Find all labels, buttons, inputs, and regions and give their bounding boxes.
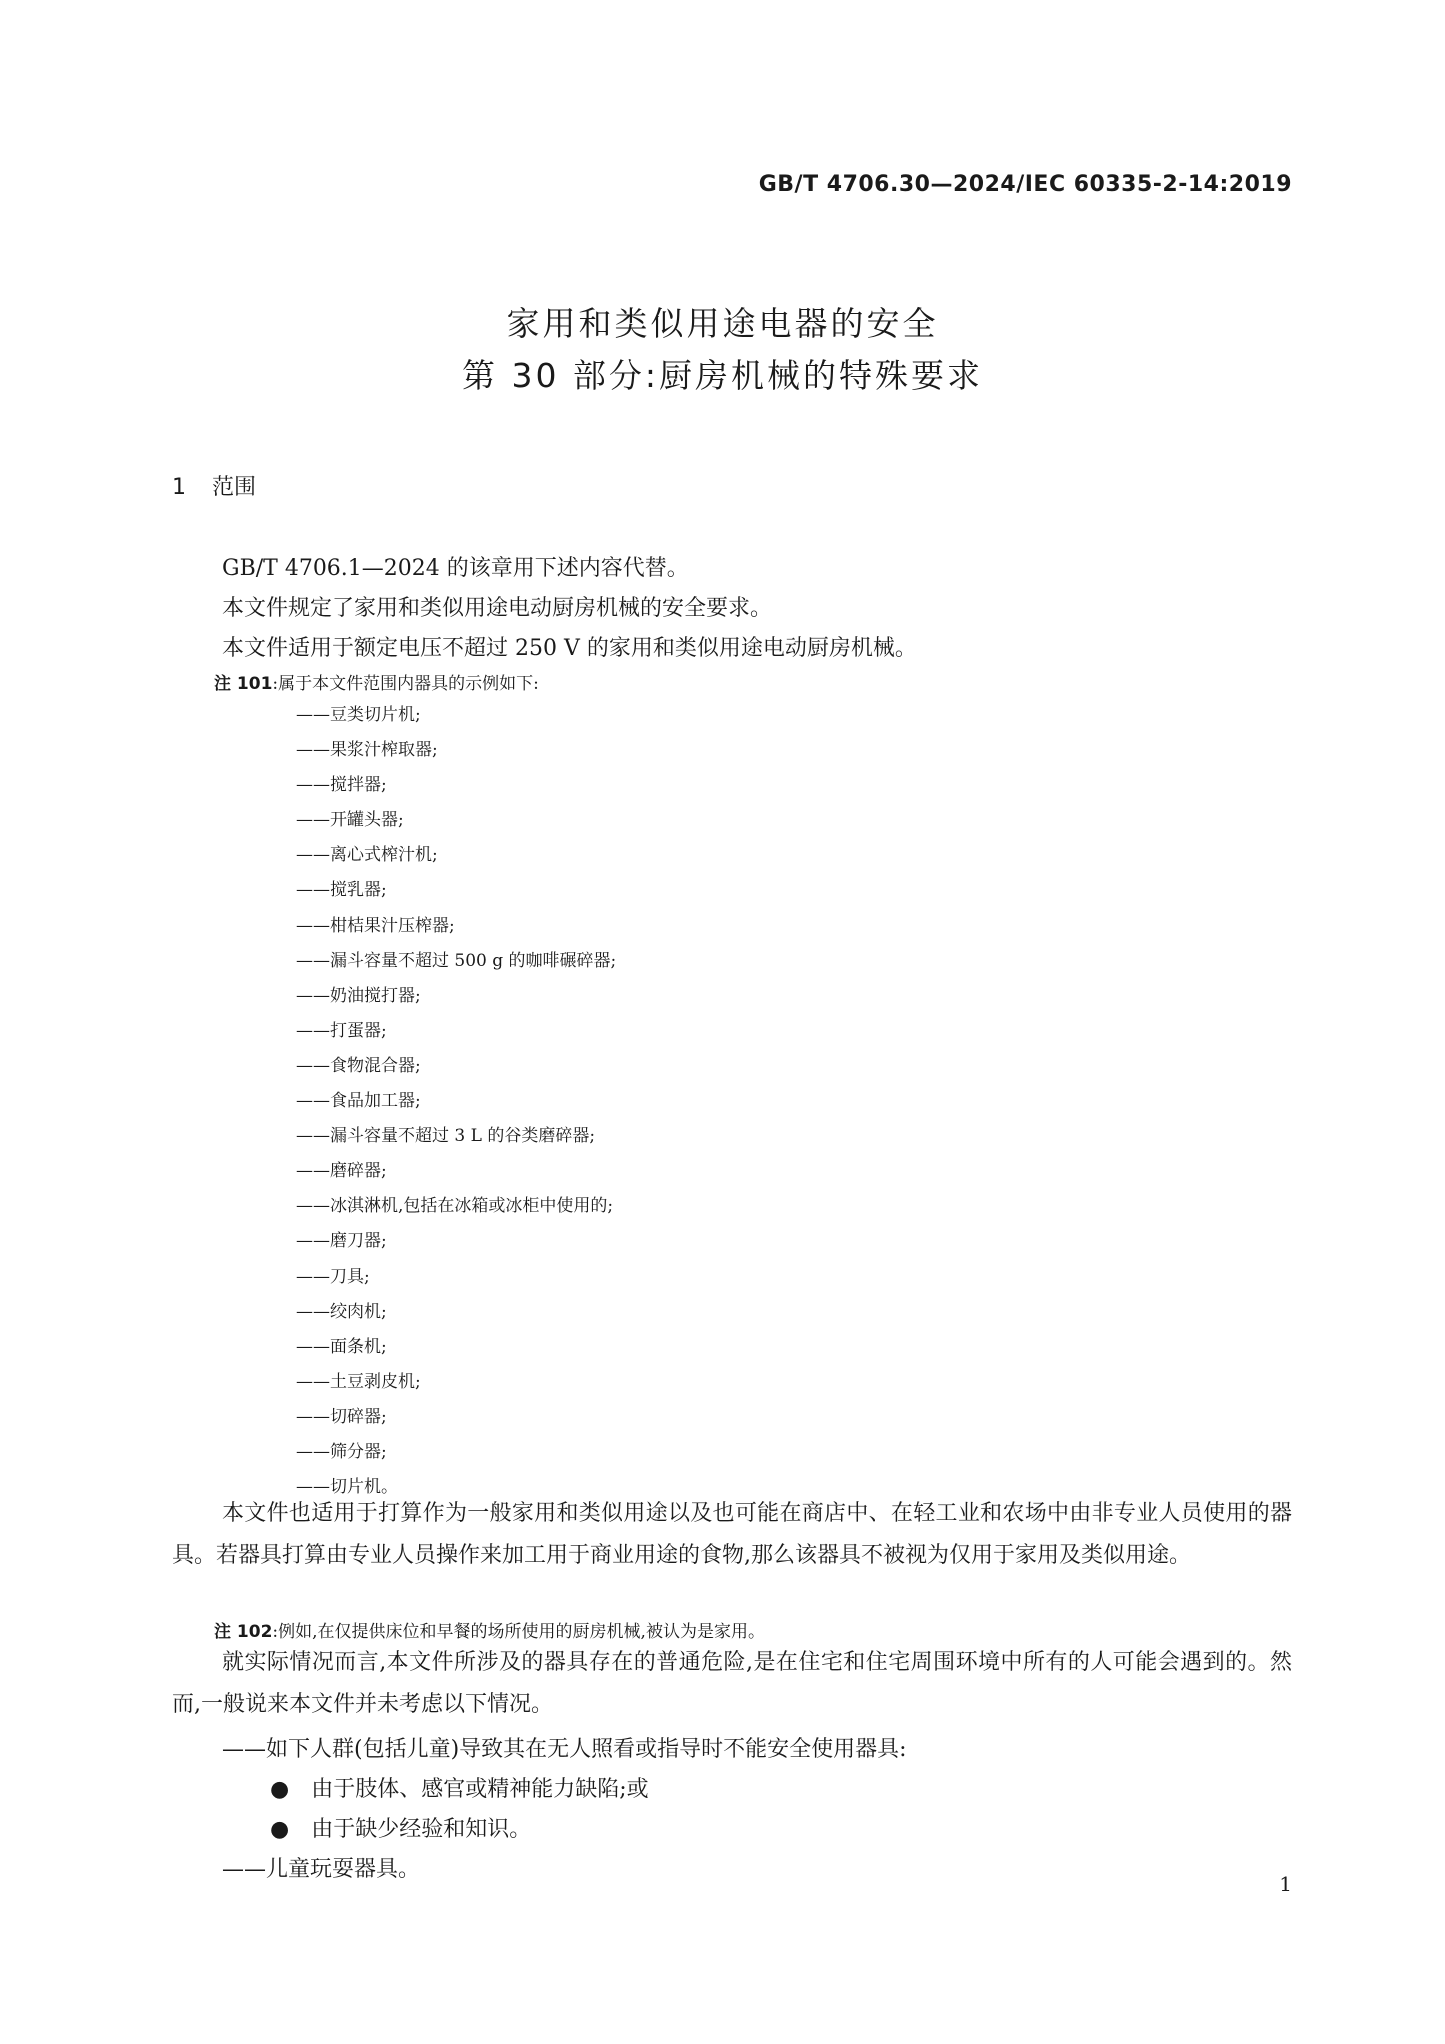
note-text: :例如,在仅提供床位和早餐的场所使用的厨房机械,被认为是家用。 bbox=[272, 1622, 765, 1642]
paragraph-replacement: GB/T 4706.1—2024 的该章用下述内容代替。 bbox=[222, 556, 689, 581]
standard-code-header: GB/T 4706.30—2024/IEC 60335-2-14:2019 bbox=[758, 172, 1292, 197]
note-label: 注 102 bbox=[214, 1622, 273, 1642]
list-item: ——柑桔果汁压榨器; bbox=[296, 915, 455, 936]
section-heading bbox=[172, 470, 256, 501]
list-item: ——漏斗容量不超过 3 L 的谷类磨碎器; bbox=[296, 1126, 596, 1147]
list-item: ——磨碎器; bbox=[296, 1161, 387, 1182]
list-item: ——食物混合器; bbox=[296, 1055, 421, 1076]
dash-item: ——儿童玩耍器具。 bbox=[222, 1857, 421, 1882]
document-title-line-2: 第 30 部分:厨房机械的特殊要求 bbox=[461, 356, 984, 395]
paragraph-applicability: 本文件适用于额定电压不超过 250 V 的家用和类似用途电动厨房机械。 bbox=[222, 636, 917, 661]
list-item: ——打蛋器; bbox=[296, 1020, 387, 1041]
list-item: ——果浆汁榨取器; bbox=[296, 740, 438, 761]
list-item: ——开罐头器; bbox=[296, 810, 404, 831]
page-number: 1 bbox=[1279, 1872, 1292, 1896]
section-number: 1 bbox=[172, 475, 186, 500]
list-item: ——切片机。 bbox=[296, 1477, 398, 1498]
document-title-line-1: 家用和类似用途电器的安全 bbox=[506, 304, 939, 343]
bullet-item bbox=[270, 1772, 649, 1803]
list-item: ——豆类切片机; bbox=[296, 705, 421, 725]
section-title: 范围 bbox=[212, 475, 257, 500]
list-item: ——搅拌器; bbox=[296, 775, 387, 796]
paragraph-scope: 本文件规定了家用和类似用途电动厨房机械的安全要求。 bbox=[222, 596, 773, 621]
bullet-item bbox=[270, 1812, 531, 1843]
list-item: ——切碎器; bbox=[296, 1406, 387, 1427]
list-item: ——搅乳器; bbox=[296, 880, 387, 901]
bullet-text: 由于肢体、感官或精神能力缺陷;或 bbox=[311, 1777, 649, 1802]
list-item: ——磨刀器; bbox=[296, 1231, 387, 1252]
paragraph-scope-extension: 本文件也适用于打算作为一般家用和类似用途以及也可能在商店中、在轻工业和农场中由非专业人员使用的器具。若器具打算由专业人员操作来加工用于商业用途的食物,那么该器具不被视为仅用于家用及类似用途。 bbox=[172, 1501, 1292, 1568]
examples-list bbox=[296, 698, 616, 1505]
paragraph-hazards: 就实际情况而言,本文件所涉及的器具存在的普通危险,是在住宅和住宅周围环境中所有的人可能会遇到的。然而,一般说来本文件并未考虑以下情况。 bbox=[172, 1650, 1292, 1717]
bullet-text: 由于缺少经验和知识。 bbox=[311, 1817, 532, 1842]
list-item: ——筛分器; bbox=[296, 1441, 387, 1462]
list-item: ——绞肉机; bbox=[296, 1301, 387, 1322]
list-item: ——离心式榨汁机; bbox=[296, 845, 438, 866]
list-item: ——冰淇淋机,包括在冰箱或冰柜中使用的; bbox=[296, 1196, 614, 1217]
list-item: ——土豆剥皮机; bbox=[296, 1371, 421, 1392]
note-label: 注 101 bbox=[214, 674, 273, 694]
dash-item: ——如下人群(包括儿童)导致其在无人照看或指导时不能安全使用器具: bbox=[222, 1737, 907, 1762]
note-text: :属于本文件范围内器具的示例如下: bbox=[272, 674, 539, 694]
list-item: ——漏斗容量不超过 500 g 的咖啡碾碎器; bbox=[296, 950, 617, 971]
bullet-icon: ● bbox=[270, 1817, 290, 1842]
list-item: ——刀具; bbox=[296, 1266, 370, 1287]
list-item: ——面条机; bbox=[296, 1336, 387, 1357]
list-item: ——奶油搅打器; bbox=[296, 985, 421, 1006]
note-102 bbox=[214, 1617, 765, 1642]
note-101 bbox=[214, 669, 539, 694]
bullet-icon: ● bbox=[270, 1777, 290, 1802]
list-item: ——食品加工器; bbox=[296, 1091, 421, 1112]
